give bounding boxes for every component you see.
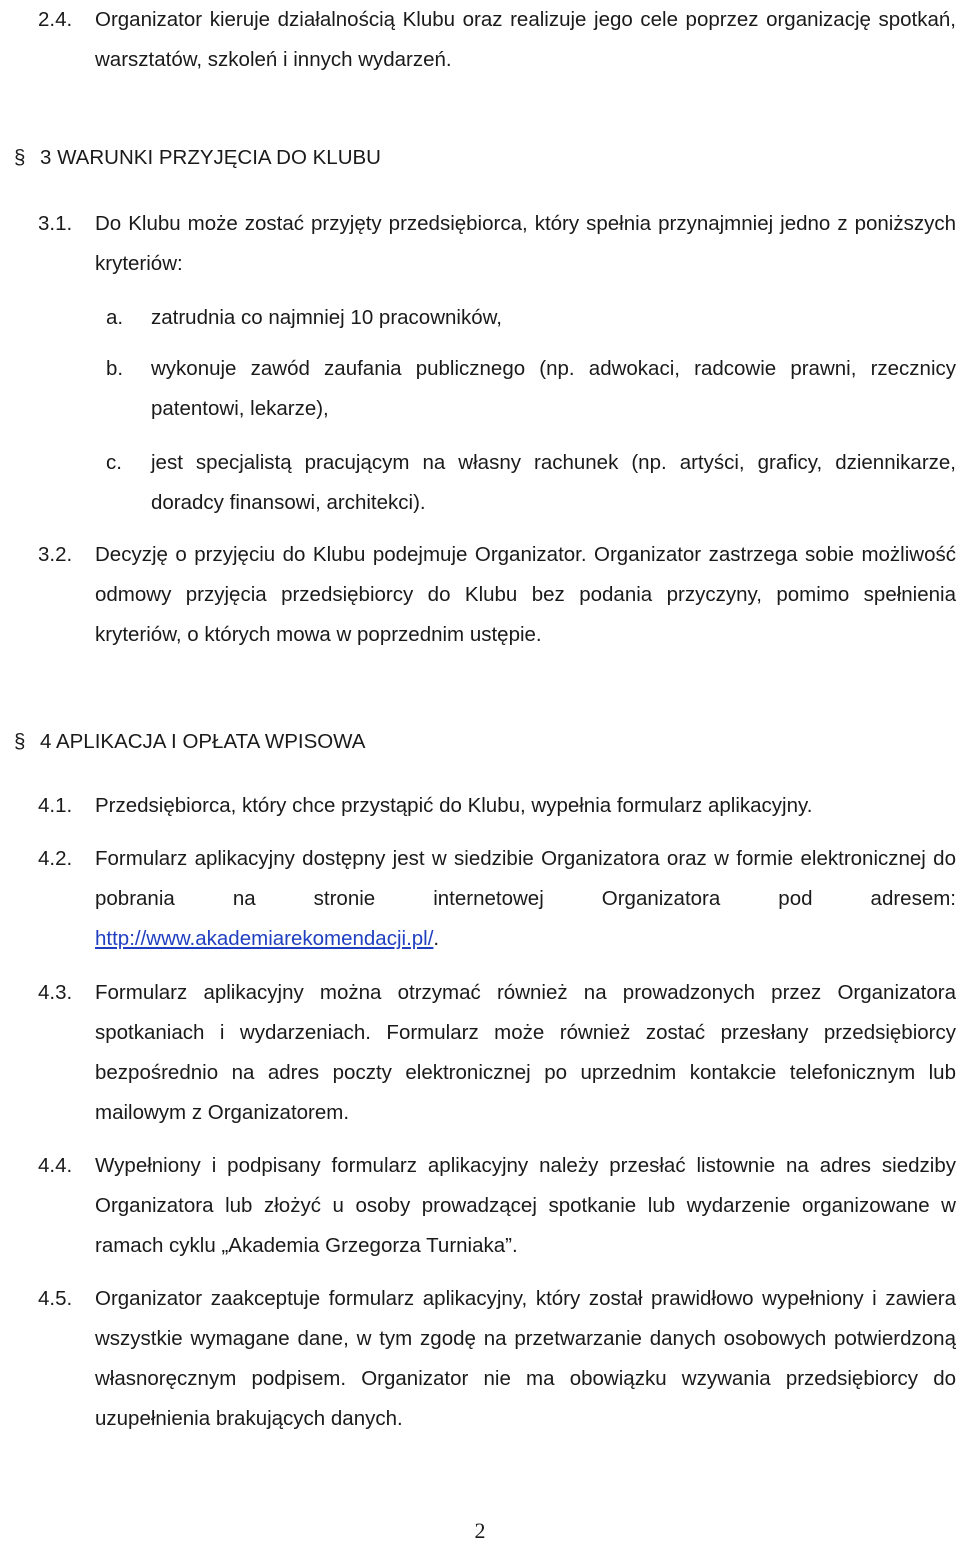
website-link[interactable]: http://www.akademiarekomendacji.pl/ bbox=[95, 927, 434, 950]
paragraph-number: 3.1. bbox=[38, 212, 73, 235]
paragraph-text: Wypełniony i podpisany formularz aplikacyjny należy przesłać listownie na adres siedziby Organizatora lub złożyć u osoby prowadzącej spotkanie lub wydarzenie organizowane w ramach cyklu „Akademia Grzegorza Turniaka”. bbox=[95, 1154, 956, 1257]
section-heading-4 bbox=[14, 727, 944, 757]
criterion-text: jest specjalistą pracującym na własny rachunek (np. artyści, graficy, dziennikarze, doradcy finansowi, architekci). bbox=[151, 451, 956, 514]
criterion-item-a bbox=[106, 298, 956, 338]
criterion-letter: a. bbox=[106, 306, 124, 329]
paragraph-text: Organizator kieruje działalnością Klubu oraz realizuje jego cele poprzez organizację spotkań, warsztatów, szkoleń i innych wydarzeń. bbox=[95, 8, 956, 71]
section-title: 4 APLIKACJA I OPŁATA WPISOWA bbox=[40, 730, 366, 753]
criterion-letter: b. bbox=[106, 357, 124, 380]
paragraph-text-end: . bbox=[433, 927, 440, 950]
paragraph-text: Formularz aplikacyjny można otrzymać również na prowadzonych przez Organizatora spotkaniach i wydarzeniach. Formularz może również zostać przesłany przedsiębiorcy bezpośrednio na adres poczty elektronicznej po uprzednim kontakcie telefonicznym lub mailowym z Organizatorem. bbox=[95, 981, 956, 1124]
paragraph-2-4 bbox=[38, 0, 956, 80]
criterion-text: zatrudnia co najmniej 10 pracowników, bbox=[151, 306, 502, 329]
section-heading-3 bbox=[14, 143, 944, 173]
paragraph-number: 4.4. bbox=[38, 1154, 73, 1177]
criterion-item-b bbox=[106, 349, 956, 429]
paragraph-number: 4.2. bbox=[38, 847, 73, 870]
paragraph-text: Do Klubu może zostać przyjęty przedsiębiorca, który spełnia przynajmniej jedno z poniższych kryteriów: bbox=[95, 212, 956, 275]
page-number: 2 bbox=[474, 1518, 486, 1543]
paragraph-number: 4.3. bbox=[38, 981, 73, 1004]
paragraph-number: 4.1. bbox=[38, 794, 73, 817]
paragraph-text: Decyzję o przyjęciu do Klubu podejmuje Organizator. Organizator zastrzega sobie możliwość odmowy przyjęcia przedsiębiorcy do Klubu bez podania przyczyny, pomimo spełnienia kryteriów, o których mowa w poprzednim ustępie. bbox=[95, 543, 956, 646]
criterion-letter: c. bbox=[106, 451, 122, 474]
paragraph-text-lead: Formularz aplikacyjny dostępny jest w siedzibie Organizatora oraz w formie elektronicznej do pobrania na stronie internetowej Organizatora pod adresem: bbox=[95, 847, 956, 910]
paragraph-3-2 bbox=[38, 535, 956, 655]
paragraph-4-3 bbox=[38, 973, 956, 1133]
paragraph-number: 3.2. bbox=[38, 543, 73, 566]
paragraph-number: 2.4. bbox=[38, 8, 73, 31]
paragraph-text bbox=[95, 839, 956, 959]
paragraph-text: Organizator zaakceptuje formularz aplikacyjny, który został prawidłowo wypełniony i zawiera wszystkie wymagane dane, w tym zgodę na przetwarzanie danych osobowych potwierdzoną własnoręcznym podpisem. Organizator nie ma obowiązku wzywania przedsiębiorcy do uzupełnienia brakujących danych. bbox=[95, 1287, 956, 1430]
section-symbol: § bbox=[14, 730, 26, 753]
criterion-text: wykonuje zawód zaufania publicznego (np. adwokaci, radcowie prawni, rzecznicy patentowi, lekarze), bbox=[151, 357, 956, 420]
paragraph-4-4 bbox=[38, 1146, 956, 1266]
criterion-item-c bbox=[106, 443, 956, 523]
section-symbol: § bbox=[14, 146, 26, 169]
paragraph-number: 4.5. bbox=[38, 1287, 73, 1310]
paragraph-text: Przedsiębiorca, który chce przystąpić do Klubu, wypełnia formularz aplikacyjny. bbox=[95, 794, 813, 817]
section-title: 3 WARUNKI PRZYJĘCIA DO KLUBU bbox=[40, 146, 381, 169]
paragraph-4-1 bbox=[38, 786, 956, 826]
paragraph-3-1 bbox=[38, 204, 956, 284]
paragraph-4-5 bbox=[38, 1279, 956, 1439]
paragraph-4-2 bbox=[38, 839, 956, 959]
